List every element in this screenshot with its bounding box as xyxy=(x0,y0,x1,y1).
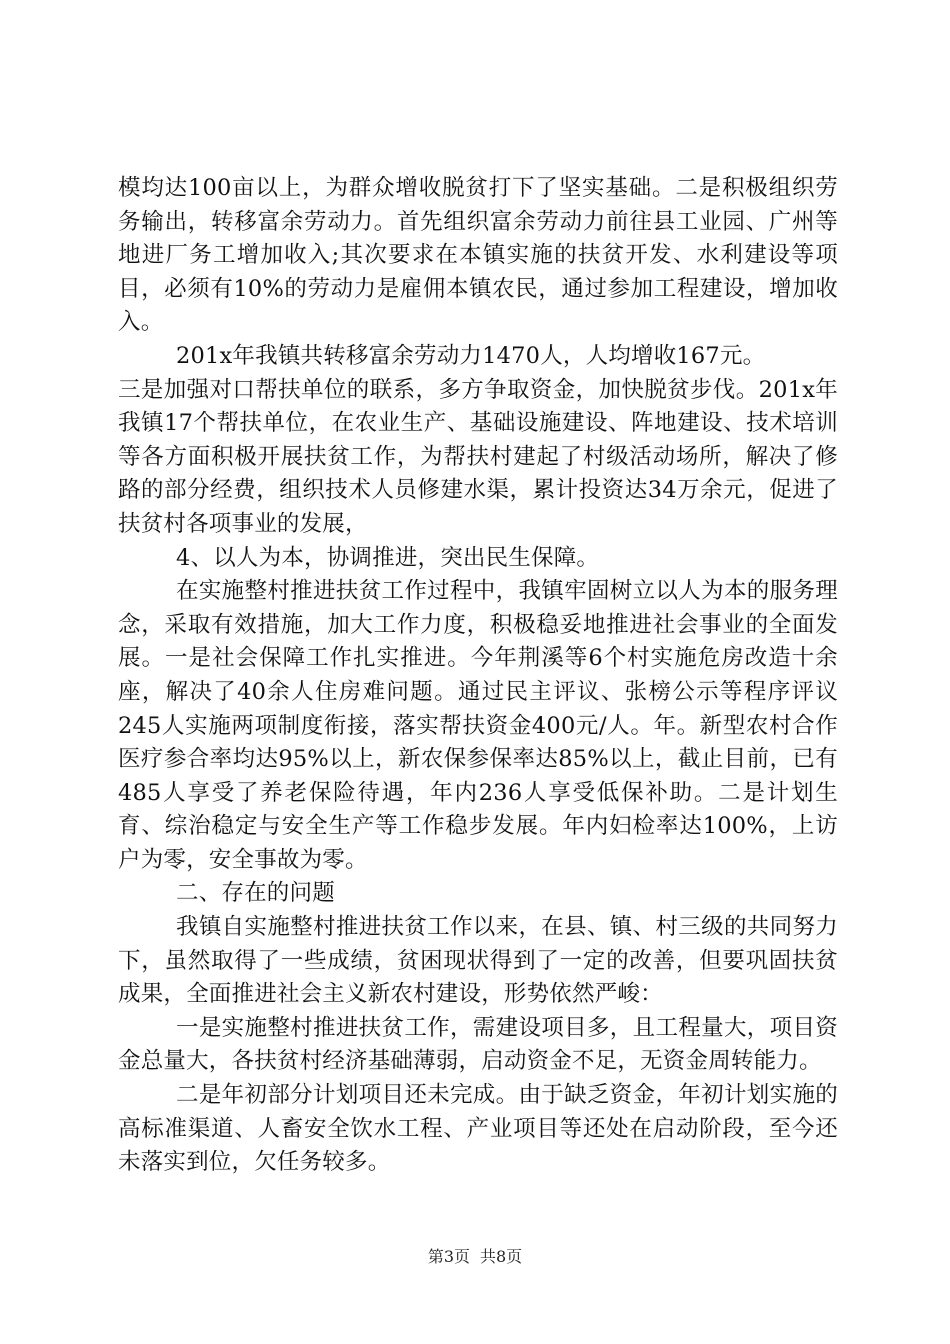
section-heading-4: 4、以人为本，协调推进，突出民生保障。 xyxy=(176,544,600,571)
paragraph-8: 一是实施整村推进扶贫工作，需建设项目多，且工程量大，项目资金总量大，各扶贫村经济基础薄弱，启动资金不足，无资金周转能力。 xyxy=(118,1014,838,1075)
paragraph-5: 在实施整村推进扶贫工作过程中，我镇牢固树立以人为本的服务理念，采取有效措施，加大工作力度，积极稳妥地推进社会事业的全面发展。一是社会保障工作扎实推进。今年荆溪等6个村实施危房改造十余座，解决了40余人住房难问题。通过民主评议、张榜公示等程序评议245人实施两项制度衔接，落实帮扶资金400元/人。年。新型农村合作医疗参合率均达95%以上，新农保参保率达85%以上，截止目前，已有485人享受了养老保险待遇，年内236人享受低保补助。二是计划生育、综治稳定与安全生产等工作稳步发展。年内妇检率达100%，上访户为零，安全事故为零。 xyxy=(118,578,838,873)
paragraph-9: 二是年初部分计划项目还未完成。由于缺乏资金，年初计划实施的高标准渠道、人畜安全饮水工程、产业项目等还处在启动阶段，至今还未落实到位，欠任务较多。 xyxy=(118,1082,838,1176)
page-footer xyxy=(0,1244,950,1267)
document-body xyxy=(118,172,838,1180)
page-number: 第3页 xyxy=(427,1247,470,1266)
paragraph-1: 模均达100亩以上，为群众增收脱贫打下了坚实基础。二是积极组织劳务输出，转移富余劳动力。首先组织富余劳动力前往县工业园、广州等地进厂务工增加收入;其次要求在本镇实施的扶贫开发、水利建设等项目，必须有10%的劳动力是雇佣本镇农民，通过参加工程建设，增加收入。 xyxy=(118,175,838,336)
paragraph-3: 三是加强对口帮扶单位的联系，多方争取资金，加快脱贫步伐。201x年我镇17个帮扶单位，在农业生产、基础设施建设、阵地建设、技术培训等各方面积极开展扶贫工作，为帮扶村建起了村级活动场所，解决了修路的部分经费，组织技术人员修建水渠，累计投资达34万余元，促进了扶贫村各项事业的发展， xyxy=(118,376,838,537)
paragraph-2: 201x年我镇共转移富余劳动力1470人，人均增收167元。 xyxy=(176,342,766,369)
page-total: 共8页 xyxy=(480,1247,523,1266)
paragraph-7: 我镇自实施整村推进扶贫工作以来，在县、镇、村三级的共同努力下，虽然取得了一些成绩，贫困现状得到了一定的改善，但要巩固扶贫成果，全面推进社会主义新农村建设，形势依然严峻： xyxy=(118,914,838,1008)
section-heading-problems: 二、存在的问题 xyxy=(176,880,335,907)
